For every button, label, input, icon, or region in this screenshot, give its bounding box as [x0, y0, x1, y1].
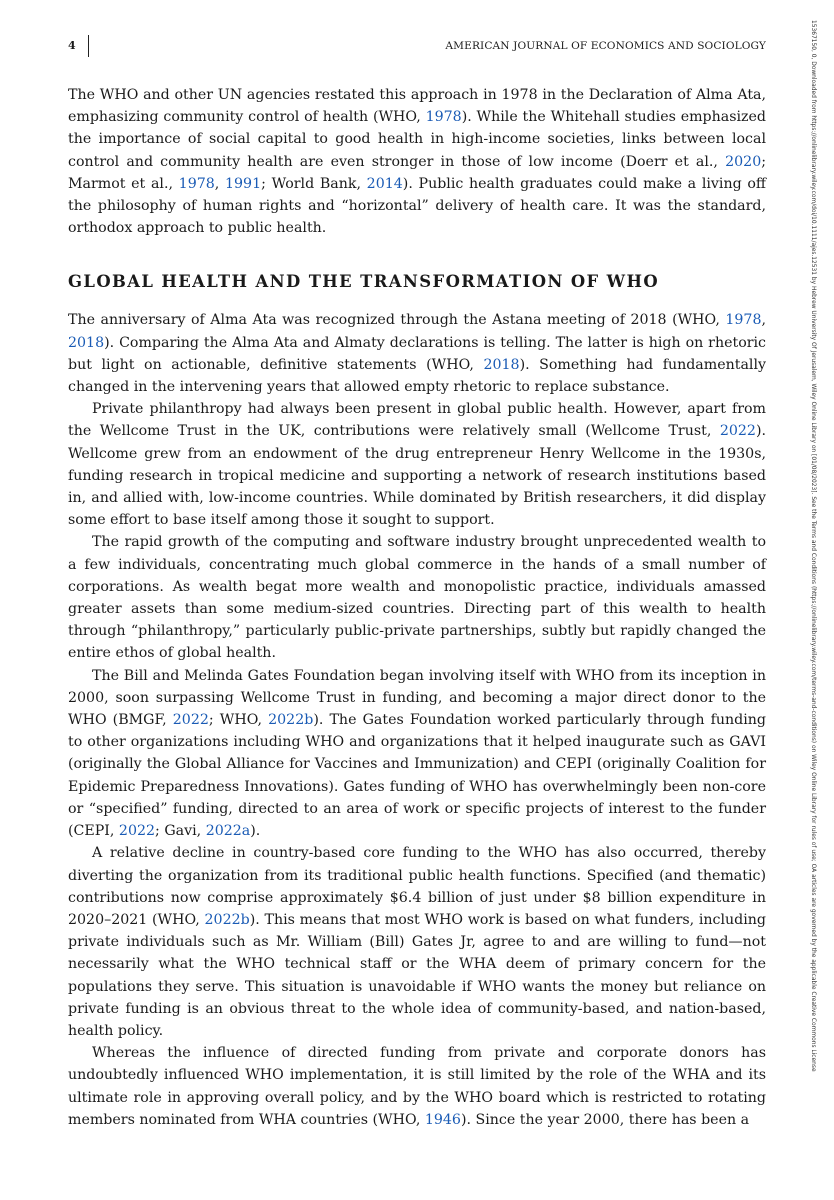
text-run: ; WHO, — [208, 712, 269, 729]
running-head-journal-title: AMERICAN JOURNAL OF ECONOMICS AND SOCIOLOGY — [445, 40, 766, 52]
paragraph — [68, 398, 766, 531]
header-divider — [88, 35, 89, 57]
citation-link[interactable]: 2018 — [68, 334, 105, 351]
citation-link[interactable]: 2018 — [483, 356, 520, 373]
citation-link[interactable]: 2022 — [719, 423, 756, 440]
text-run: The Bill and Melinda Gates Foundation began involving itself with WHO from its inception in 2000, soon surpassing Wellcome Trust in funding, and becoming a major direct donor to the WHO (BMGF, — [68, 667, 766, 729]
text-run: ). Comparing the Alma Ata and Almaty declarations is telling. The latter is high on rhetoric but light on actionable, definitive statements (WHO, — [68, 334, 766, 373]
text-run: , — [214, 175, 225, 192]
citation-link[interactable]: 2022b — [204, 911, 250, 928]
paragraph — [68, 1042, 766, 1131]
text-run: , — [761, 312, 766, 329]
citation-link[interactable]: 2020 — [725, 153, 762, 170]
text-run: A relative decline in country-based core funding to the WHO has also occurred, thereby diverting the organization from its traditional public health functions. Specified (and thematic) contributions now comprise approximately $6.4 billion of just under $8 billion expenditure in 2020–2021 (WHO, — [68, 845, 766, 928]
citation-link[interactable]: 2022b — [268, 712, 314, 729]
citation-link[interactable]: 1978 — [425, 109, 462, 126]
citation-link[interactable]: 1978 — [178, 175, 215, 192]
citation-link[interactable]: 1991 — [225, 175, 262, 192]
text-run: ). Something had fundamentally changed in the intervening years that allowed empty rhetoric to replace substance. — [68, 356, 766, 396]
text-run: The anniversary of Alma Ata was recognized through the Astana meeting of 2018 (WHO, — [68, 312, 726, 329]
paragraph: The rapid growth of the computing and software industry brought unprecedented wealth to a few individuals, concentrating much global commerce in the hands of a small number of corporations. As wealth begat more wealth and monopolistic practice, individuals amassed greater assets than some medium-sized countries. Directing part of this wealth to health through “philanthropy,” particularly public-private partnerships, subtly but rapidly changed the entire ethos of global health. — [68, 534, 766, 662]
citation-link[interactable]: 2014 — [366, 175, 403, 192]
text-run: ). The Gates Foundation worked particularly through funding to other organizations including WHO and organizations that it helped inaugurate such as GAVI (originally the Global Alliance for Vaccines and Immunization) and CEPI (originally Coalition for Epidemic Preparedness Innovations). Gates funding of WHO has overwhelmingly been non-core or “specified” funding, directed to an area of work or specific projects of interest to the funder (CEPI, — [68, 712, 766, 840]
citation-link[interactable]: 2022a — [205, 823, 251, 840]
text-run: ; Gavi, — [155, 823, 206, 840]
text-run: ). This means that most WHO work is based on what funders, including private individuals such as Mr. William (Bill) Gates Jr, agree to and are willing to fund—not necessarily what the WHO technical staff or the WHA deem of primary concern for the populations they serve. This situation is unavoidable if WHO wants the money but reliance on private funding is an obvious threat to the whole idea of community-based, and nation-based, health policy. — [68, 911, 766, 1039]
paragraph — [68, 842, 766, 1042]
page-number: 4 — [68, 39, 76, 52]
paragraph — [68, 665, 766, 843]
citation-link[interactable]: 2022 — [172, 712, 209, 729]
citation-link[interactable]: 1946 — [424, 1111, 461, 1128]
download-notice-vertical: 15367150, 0, Downloaded from https://onlinelibrary.wiley.com/doi/10.1111/ajes.12531 by Hebrew University Of Jerusalem, Wiley Online Library on [01/08/2023]. See the Terms and Conditions (https://onlinelibrary.wiley.com/terms-and-conditions) on Wiley Online Library for rules of use; OA articles are governed by the applicable Creative Commons License — [810, 20, 816, 1072]
text-run: Whereas the influence of directed funding from private and corporate donors has undoubtedly influenced WHO implementation, it is still limited by the role of the WHA and its ultimate role in approving overall policy, and by the WHO board which is restricted to rotating members nominated from WHA countries (WHO, — [68, 1045, 766, 1128]
text-run: Private philanthropy had always been present in global public health. However, apart from the Wellcome Trust in the UK, contributions were relatively small (Wellcome Trust, — [68, 401, 766, 440]
text-run: ; Marmot et al., — [68, 153, 766, 192]
text-run: ). — [250, 823, 261, 840]
text-run: ). While the Whitehall studies emphasized the importance of social capital to good health in high-income societies, links between local control and community health are even stronger in those of low income (Doerr et al., — [68, 109, 766, 170]
text-run: The WHO and other UN agencies restated this approach in 1978 in the Declaration of Alma Ata, emphasizing community control of health (WHO, — [68, 87, 766, 126]
text-run: ; World Bank, — [261, 175, 367, 192]
citation-link[interactable]: 1978 — [725, 312, 762, 329]
paragraph — [68, 309, 766, 398]
section-heading: GLOBAL HEALTH AND THE TRANSFORMATION OF WHO — [68, 272, 660, 292]
article-body — [68, 84, 766, 1131]
text-run: ). Since the year 2000, there has been a — [460, 1111, 750, 1128]
citation-link[interactable]: 2022 — [118, 823, 156, 840]
text-run: ). Wellcome grew from an endowment of the drug entrepreneur Henry Wellcome in the 1930s, funding research in tropical medicine and supporting a network of research institutions based in, and allied with, low-income countries. While dominated by British researchers, it did display some effort to base itself among those it sought to support. — [68, 423, 766, 529]
paragraph — [68, 84, 766, 239]
text-run: ). Public health graduates could make a living off the philosophy of human rights and “horizontal” delivery of health care. It was the standard, orthodox approach to public health. — [68, 175, 767, 237]
